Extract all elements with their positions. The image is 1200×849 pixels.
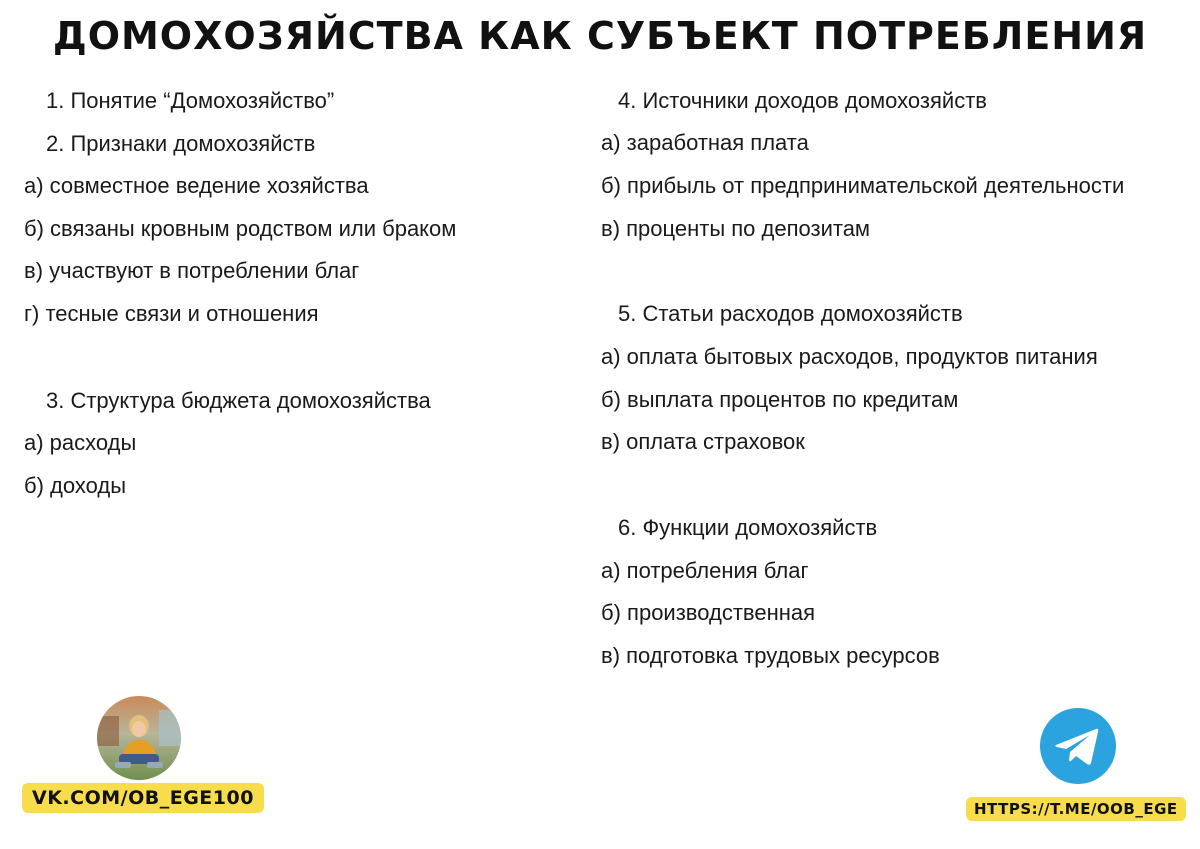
- page-title: ДОМОХОЗЯЙСТВА КАК СУБЪЕКТ ПОТРЕБЛЕНИЯ: [52, 14, 1148, 58]
- expense-c: в) оплата страховок: [601, 429, 805, 454]
- vk-link-badge[interactable]: VK.COM/OB_EGE100: [22, 783, 264, 813]
- function-a: а) потребления благ: [601, 558, 809, 583]
- telegram-link-badge[interactable]: HTTPS://T.ME/OOB_EGE: [966, 797, 1186, 821]
- sign-a: а) совместное ведение хозяйства: [24, 173, 369, 198]
- item-budget-heading: 3. Структура бюджета домохозяйства: [46, 388, 431, 413]
- function-b: б) производственная: [601, 600, 816, 625]
- sign-d: г) тесные связи и отношения: [24, 301, 319, 326]
- income-a: а) заработная плата: [601, 130, 809, 155]
- expense-b: б) выплата процентов по кредитам: [601, 387, 959, 412]
- item-functions-heading: 6. Функции домохозяйств: [618, 515, 878, 540]
- expense-a: а) оплата бытовых расходов, продуктов питания: [601, 344, 1098, 369]
- author-avatar[interactable]: [97, 696, 181, 780]
- sign-c: в) участвуют в потреблении благ: [24, 258, 360, 283]
- telegram-plane-icon: [1040, 708, 1116, 784]
- budget-b: б) доходы: [24, 473, 127, 498]
- item-concept: 1. Понятие “Домохозяйство”: [46, 88, 335, 113]
- budget-a: а) расходы: [24, 430, 137, 455]
- function-c: в) подготовка трудовых ресурсов: [601, 643, 940, 668]
- telegram-icon[interactable]: [1040, 708, 1116, 784]
- item-expenses-heading: 5. Статьи расходов домохозяйств: [618, 301, 963, 326]
- item-incomes-heading: 4. Источники доходов домохозяйств: [618, 88, 987, 113]
- income-b: б) прибыль от предпринимательской деятельности: [601, 173, 1125, 198]
- sign-b: б) связаны кровным родством или браком: [24, 216, 457, 241]
- item-signs-heading: 2. Признаки домохозяйств: [46, 131, 316, 156]
- income-c: в) проценты по депозитам: [601, 216, 871, 241]
- avatar-icon: [97, 696, 181, 780]
